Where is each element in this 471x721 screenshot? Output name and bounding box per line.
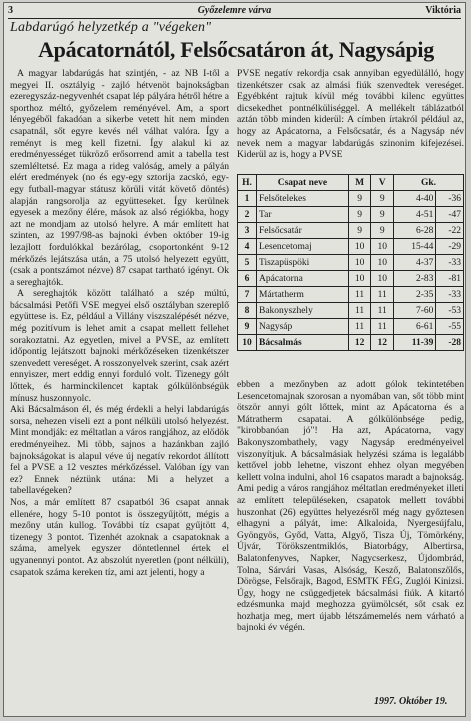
cell-losses: 11 [371,303,394,319]
table-row [238,223,464,239]
newspaper-page [3,2,466,717]
article-column-right-top [237,68,464,172]
header-matches: M [348,175,371,191]
article-headline: Apácatornától, Felsőcsatáron át, Nagysápig [38,37,434,62]
cell-matches: 11 [348,287,371,303]
table-row [238,239,464,255]
cell-goal-diff: -33 [436,287,464,303]
header-goals: Gk. [394,175,464,191]
cell-goal-diff: -53 [436,303,464,319]
cell-losses: 10 [371,255,394,271]
cell-goal-diff: -81 [436,271,464,287]
cell-team: Tar [257,207,349,223]
cell-team: Tiszapüspöki [257,255,349,271]
article-kicker: Labdarúgó helyzetkép a "végeken" [10,20,212,35]
paragraph: A magyar labdarúgás hat szintjén, - az NB I-től a megyei II. osztályig - zajló hétvenöt bajnokságban ezeregyszáz-negyvenhét csapat lép pályára hétről hétre a sporthoz méltó, győzelem reményével. Am, a sport lényegéből fakadóan a sikerbe vetett hit nem minden csapatnál, sőt egyre kevés nél válhat valóra. Így a reményt is meg kell fizetni. Így alakul ki az eredményességet tükröző erősorrend amit a tabella test szemléltetsé. Ez maga a rideg valóság, amely a pályán elért eredmények (no és egy-egy sztorija zacskó, egy-egy futball-magyar státusz körüli vitát követő döntés) alapján rangsorolja az együtteseket. Így kerülnek egyesek a mezőny élére, mások az alsó régiókba, hogy azt ne mondjam az utolsó helyre. A már említett hat szinten, az 1997/98-as bajnoki évben október 19-ig lezajlott fordulókkal bezárólag, csoportonként 9-12 mérkőzés lejátszása után, a 75 utolsó helyezett együtt, (csak a pontszámot nézve) 87 csapat tartható igényt. Ok a sereghajtók. [10,68,229,288]
cell-matches: 9 [348,207,371,223]
cell-goals: 6-28 [394,223,436,239]
cell-rank: 7 [238,287,257,303]
cell-goals: 7-60 [394,303,436,319]
table-header-row [238,175,464,191]
cell-goals: 4-37 [394,255,436,271]
paragraph: Nos, a már említett 87 csapatból 36 csapat annak ellenére, hogy 5-10 pontot is összegyűjtött, mégis a mezőny után kullog. További tíz csapat gyűjtött 4, tizenegy 3 pontot. Tizenhét azoknak a csapatoknak a száma, amelyek egyszer döntetlennel értek el ugyanennyi pontot. Az abszolút nyeretlen (pont nélküli), csapatok száma kereken tíz, ami azt jelenti, hogy a [10,496,229,578]
cell-team: Nagysáp [257,319,349,335]
cell-rank: 10 [238,335,257,351]
cell-goal-diff: -22 [436,223,464,239]
cell-goal-diff: -28 [436,335,464,351]
cell-matches: 9 [348,223,371,239]
cell-team: Lesencetomaj [257,239,349,255]
cell-matches: 10 [348,271,371,287]
standings-table [237,174,464,351]
cell-team: Mártatherm [257,287,349,303]
cell-losses: 11 [371,319,394,335]
article-column-right-bottom [237,379,464,675]
cell-losses: 11 [371,287,394,303]
paragraph: PVSE negatív rekordja csak annyiban egyedülálló, hogy tizenkétszer csak az almási fiúk szenvedtek vereséget. Egyébként rajtuk kívül még további kilenc együttes dicsekedhet pontnélküliséggel. A mellékelt táblázatból aztán több minden kiderül: A címben írtakról például az, hogy az Apácatorna, a Felsőcsatár, és a Nagysáp név nevek nem a magyar labdarúgás szinonim kifejezései. Kiderül az is, hogy a PVSE [237,68,464,161]
cell-losses: 9 [371,223,394,239]
cell-rank: 1 [238,191,257,207]
cell-rank: 9 [238,319,257,335]
cell-goal-diff: -29 [436,239,464,255]
cell-losses: 10 [371,239,394,255]
cell-team: Felsőtelekes [257,191,349,207]
table-row [238,303,464,319]
table-row [238,271,464,287]
cell-matches: 11 [348,303,371,319]
header-rank: H. [238,175,257,191]
cell-goals: 15-44 [394,239,436,255]
page-number: 3 [8,5,13,16]
paragraph: ebben a mezőnyben az adott gólok tekintetében Lesencetomajnak szorosan a nyomában van, sőt több mint ötször annyi gólt lőttek, mint az Apácatorna és a Mátratherm csapatai. A gólkülönbsége pedig, "kirobbanóan jó"! Ha azt, Apácatorna, vagy Bakonyszombathely, vagy Nagysáp eredményeivel viszonyítjuk. A bácsalmásiak helyzési száma is legalább kettővel jobb lehetne, viszont ehhez olyan megyében kellett volna indulni, ahol 16 csapatos maradt a bajnokság. Ami pedig a város rangjához méltatlan eredményeket illeti az említett településeken, csapatok mellett további huszonhat (26) együttes helyezésről még nagy győztesen elhagyni a pályát, ime: Alkaloida, Nyergesújfalu, Gyöngyös, Győd, Vatta, Algyő, Tisza Új, Tömörkény, Újvár, Törökszentmiklós, Biatorbágy, Albertirsa, Balatonfenyves, Napker, Nagycserkesz, Újdombrád, Tolna, Sárvári Vasas, Alsóság, Kesző, Balatonszőlős, Dörögse, Felsőrajk, Bagod, ESMTK FÉG, Zuglói Kinizsi. Úgy, hogy ne csüggedjetek bácsalmási fiúk. A kitartó edzésmunka majd meghozza gyümölcsét, sőt csak ez hozhatja meg, mert újabb létszámemelés nem várható a bajnoki év végén. [237,379,464,634]
cell-rank: 5 [238,255,257,271]
cell-goal-diff: -33 [436,255,464,271]
article-column-left [10,68,229,708]
page-header [8,5,461,19]
cell-team: Bácsalmás [257,335,349,351]
paragraph: Aki Bácsalmáson él, és még érdekli a helyi labdarúgás sorsa, nehezen viseli ezt a pont nélküli utolsó helyezést. Mint mondják: ez méltatlan a város rangjához, az elődök eredményeihez. Mi több, sajnos a hazánkban zajló bajnokságokat is alapul véve új negatív rekordot állított fel a PVSE a 12 vesztes mérkőzéssel. Valóban így van ez? Ennek néztünk utána: Mi a helyzet a tabellavégeken? [10,404,229,497]
dateline: 1997. Október 19. [374,696,448,707]
cell-rank: 2 [238,207,257,223]
cell-losses: 9 [371,191,394,207]
cell-goals: 2-83 [394,271,436,287]
cell-rank: 3 [238,223,257,239]
cell-team: Bakonyszhely [257,303,349,319]
cell-goal-diff: -47 [436,207,464,223]
table-row [238,191,464,207]
cell-goals: 2-35 [394,287,436,303]
cell-team: Felsőcsatár [257,223,349,239]
cell-goal-diff: -55 [436,319,464,335]
cell-losses: 9 [371,207,394,223]
cell-losses: 10 [371,271,394,287]
header-losses: V [371,175,394,191]
cell-rank: 8 [238,303,257,319]
table-row [238,255,464,271]
cell-goal-diff: -36 [436,191,464,207]
cell-rank: 6 [238,271,257,287]
cell-matches: 10 [348,255,371,271]
cell-matches: 12 [348,335,371,351]
cell-goals: 11-39 [394,335,436,351]
cell-team: Apácatorna [257,271,349,287]
table-row [238,287,464,303]
table-row [238,335,464,351]
cell-goals: 4-40 [394,191,436,207]
table-row [238,207,464,223]
publication-title: Győzelemre várva [197,5,272,16]
cell-rank: 4 [238,239,257,255]
cell-matches: 10 [348,239,371,255]
cell-matches: 9 [348,191,371,207]
cell-losses: 12 [371,335,394,351]
brand-name: Viktória [425,5,461,16]
cell-goals: 4-51 [394,207,436,223]
paragraph: A sereghajtók között található a szép múltú, bácsalmási Petőfi VSE megyei első osztályban szereplő együttese is. Ez, például a Villány viszszalépését nézve, még pozitívum is lehet amit a csapat mellett fellehet sorakoztatni. Az egyetlen, mivel a PVSE, az említett időpontig lejátszott bajnoki mérkőzéseken tizenkétszer szenvedett vereséget. A rosszonyelvek szerint, csak azért ennyiszer, mert eddig ennyi forduló volt. Tizenegy gólt lőttek, és harminckilencet kaptak gólkülönbségük mínusz huszonnyolc. [10,288,229,404]
cell-goals: 6-61 [394,319,436,335]
header-team: Csapat neve [257,175,349,191]
cell-matches: 11 [348,319,371,335]
table-row [238,319,464,335]
